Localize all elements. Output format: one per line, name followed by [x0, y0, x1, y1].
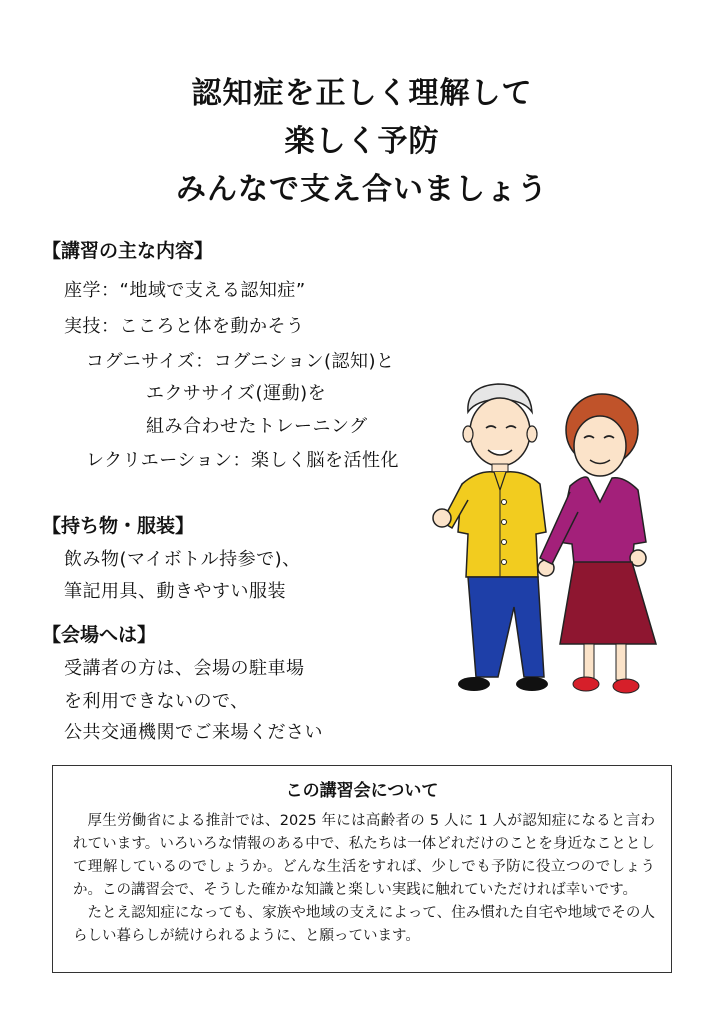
venue-item: 受講者の方は、会場の駐車場	[64, 658, 305, 679]
venue-item: 公共交通機関でご来場ください	[64, 722, 323, 743]
venue-heading: 【会場へは】	[42, 624, 157, 646]
content-heading: 【講習の主な内容】	[42, 240, 214, 262]
belongings-heading: 【持ち物・服装】	[42, 515, 195, 537]
content-item: 組み合わせたトレーニング	[146, 416, 368, 437]
content-item: 座学：“地域で支える認知症”	[64, 280, 306, 301]
about-box	[52, 765, 672, 973]
woman-figure	[540, 394, 656, 693]
title-line-3: みんなで支え合いましょう	[176, 172, 548, 207]
elderly-couple-illustration	[428, 372, 668, 702]
content-item: 実技：こころと体を動かそう	[64, 316, 305, 337]
about-paragraph-1: 厚生労働省による推計では、2025 年には高齢者の 5 人に 1 人が認知症になると言われています。いろいろな情報のある中で、私たちは一体どれだけのことを身近なこととして理解しているのでしょうか。どんな生活をすれば、少しでも予防に役立つのでしょうか。この講習会で、そうした確かな知識と楽しい実践に触れていただければ幸いです。	[73, 813, 655, 898]
title-line-1: 認知症を正しく理解して	[191, 76, 533, 111]
belongings-item: 飲み物(マイボトル持参で)、	[64, 549, 301, 570]
belongings-item: 筆記用具、動きやすい服装	[64, 581, 286, 602]
man-figure	[433, 384, 554, 691]
about-title: この講習会について	[285, 781, 439, 801]
content-item: コグニサイズ：コグニション(認知)と	[86, 351, 395, 372]
content-item: レクリエーション：楽しく脳を活性化	[86, 450, 400, 471]
page-title	[0, 70, 724, 214]
venue-item: を利用できないので、	[64, 691, 249, 712]
about-paragraph-2: たとえ認知症になっても、家族や地域の支えによって、住み慣れた自宅や地域でその人らしい暮らしが続けられるように、と願っています。	[73, 905, 655, 944]
title-line-2: 楽しく予防	[284, 124, 440, 159]
content-item: エクササイズ(運動)を	[146, 383, 327, 404]
